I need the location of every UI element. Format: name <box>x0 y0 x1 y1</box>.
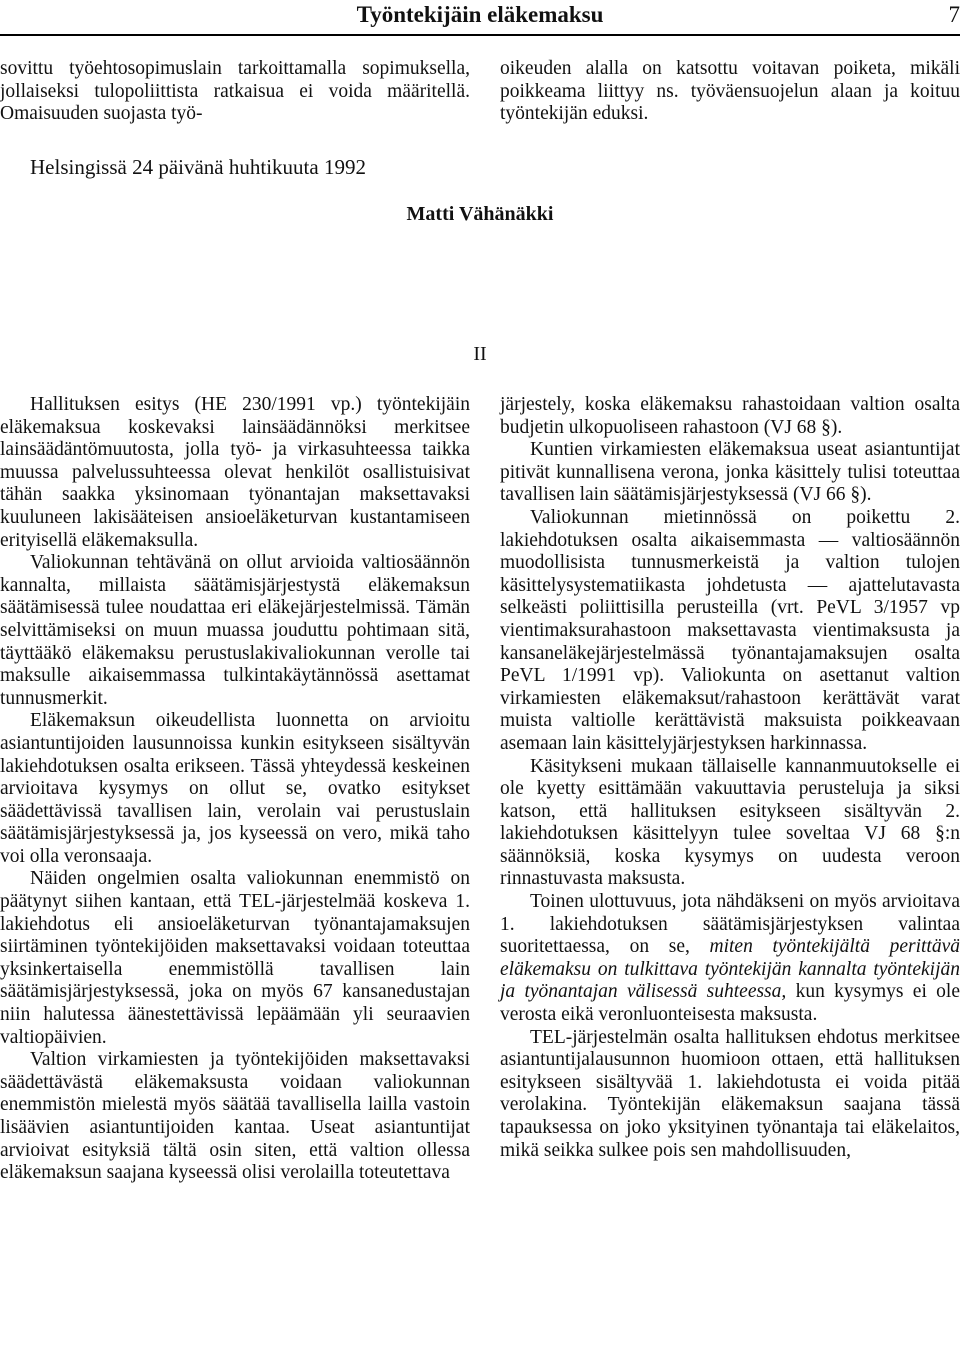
header-rule <box>0 34 960 36</box>
right-column <box>500 394 960 1162</box>
paragraph: Eläkemaksun oikeudellista luonnetta on arvioitu asiantuntijoiden lausunnoissa kunkin esitykseen sisältyvän lakiehdotuksen osalta erikseen. Tässä yhteydessä keskeinen arvioitava kysymys on ollut se, ovatko esitykset säädettävissä tavallisen lain, verolain vai perustuslain säätämisjärjestyksessä ja, jos kyseessä on vero, mikä taho voi olla veronsaaja. <box>0 710 470 867</box>
paragraph <box>500 891 960 1027</box>
page-number: 7 <box>948 2 960 27</box>
paragraph: Valtion virkamiesten ja työntekijöiden maksettavaksi säädettävästä eläkemaksusta voidaan valiokunnan enemmistön mielestä myös säätää tavallisella lailla vastoin lisäävien asiantuntijoiden kantaa. Useat asiantuntijat arvioivat esityksiä tältä osin siten, että valtion ollessa eläkemaksun saajana kyseessä olisi verolailla toteutettava <box>0 1049 470 1184</box>
top-right-text <box>500 58 960 126</box>
paragraph: Valiokunnan mietinnössä on poikettu 2. lakiehdotuksen osalta aikaisemmasta — valtiosäännön muodollisista tunnusmerkeistä ja valtion tulojen käsittelysystematiikasta johdetusta — ajattelutavasta selkeästi poliittisilla perusteilla (vrt. PeVL 3/1957 vp vientimaksurahastoon maksettavasta vientimaksusta ja kansaneläkejärjestelmässä työnantajamaksujen osalta PeVL 1/1991 vp). Valiokunta on asettanut valtion virkamiesten eläkemaksut/rahastoon kerättävät varat muista valtiolle kerättävistä maksuista poikkeavaan asemaan lain käsittelyjärjestyksen harkinnassa. <box>500 506 960 754</box>
paragraph: Käsitykseni mukaan tällaiselle kannanmuutokselle ei ole kyetty esittämään vakuuttavia perusteluja ja siksi katson, että hallituksen esitykseen sisältyvän 2. lakiehdotuksen käsittelyyn tulee soveltaa VJ 68 §:n säännöksiä, koska kysymys on uudesta veroon rinnastuvasta maksusta. <box>500 755 960 890</box>
paragraph: oikeuden alalla on katsottu voitavan poiketa, mikäli poikkeama liittyy ns. työväensuojelun alaan ja koituu työntekijän eduksi. <box>500 58 960 125</box>
text-run: Toinen ulottuvuus, jota nähdäkseni on myös arvioitava 1. lakiehdotuksen säätämisjärjestyksen valintaa suoritettaessa, on se, <box>500 891 960 958</box>
top-left-text <box>0 58 470 126</box>
left-column <box>0 394 470 1185</box>
paragraph: sovittu työehtosopimuslain tarkoittamalla sopimuksella, jollaiseksi tulopoliittista ratkaisua ei voida määritellä. Omaisuuden suojasta työ- <box>0 58 470 125</box>
paragraph: järjestely, koska eläkemaksu rahastoidaan valtion osalta budjetin ulkopuoliseen rahastoon (VJ 68 §). <box>500 394 960 438</box>
place-date: Helsingissä 24 päivänä huhtikuuta 1992 <box>30 155 366 179</box>
running-header: Työntekijäin eläkemaksu <box>356 2 604 27</box>
paragraph: Näiden ongelmien osalta valiokunnan enemmistö on päätynyt siihen kantaan, että TEL-järjestelmää koskeva 1. lakiehdotus eli ansioeläketurvan työnantajamaksujen siirtäminen työntekijöiden maksettavaksi voidaan toteuttaa yksinkertaisella enemmistöllä tavallisen lain säätämisjärjestyksessä, joka on myös 67 kansanedustajan niin halutessa äänestettävissä lepäämään yli seuraavien valtiopäivien. <box>0 868 470 1048</box>
emphasized-text: miten työntekijältä perittävä eläkemaksu on tulkittava työntekijän kannalta työntekijän ja työnantajan välisessä suhteessa, <box>500 936 960 1003</box>
paragraph: Hallituksen esitys (HE 230/1991 vp.) työntekijäin eläkemaksua koskevaksi lainsäädännöksi merkitsee lainsäädäntömuutosta, jolla työ- ja virkasuhteessa taikka muussa palvelussuhteessa olevat henkilöt osallistuisivat tähän saakka yksinomaan työnantajan maksettavaksi kuuluneen lakisääteisen ansioeläketurvan kustantamiseen erityisellä eläkemaksulla. <box>0 394 470 551</box>
paragraph: Valiokunnan tehtävänä on ollut arvioida valtiosäännön kannalta, millaista säätämisjärjestystä eläkemaksun säätämisessä tulee noudattaa eri eläkejärjestelmissä. Tämän selvittämiseksi on muun muassa jouduttu pohtimaan sitä, täyttääkö eläkemaksu perustuslakivaliokunnan verolle tai maksulle aikaisemmassa tulkintakäytännössä asettamat tunnusmerkit. <box>0 552 470 709</box>
paragraph: TEL-järjestelmän osalta hallituksen ehdotus merkitsee asiantuntijalausunnon huomioon ottaen, että hallituksen esitykseen sisältyvää 1. lakiehdotusta ei voida pitää verolakina. Työntekijän eläkemaksun saajana tässä tapauksessa on joko yksityinen työnantaja tai eläkelaitos, mikä seikka sulkee pois sen mahdollisuuden, <box>500 1026 960 1161</box>
section-number: II <box>473 343 487 365</box>
text-run: kun kysymys ei ole verosta eikä veronluonteisesta maksusta. <box>500 981 960 1026</box>
paragraph: Kuntien virkamiesten eläkemaksua useat asiantuntijat pitivät kunnallisena verona, jonka käsittely tulisi toteuttaa tavallisen lain säätämisjärjestyksessä (VJ 66 §). <box>500 439 960 506</box>
signature: Matti Vähänäkki <box>406 203 554 225</box>
